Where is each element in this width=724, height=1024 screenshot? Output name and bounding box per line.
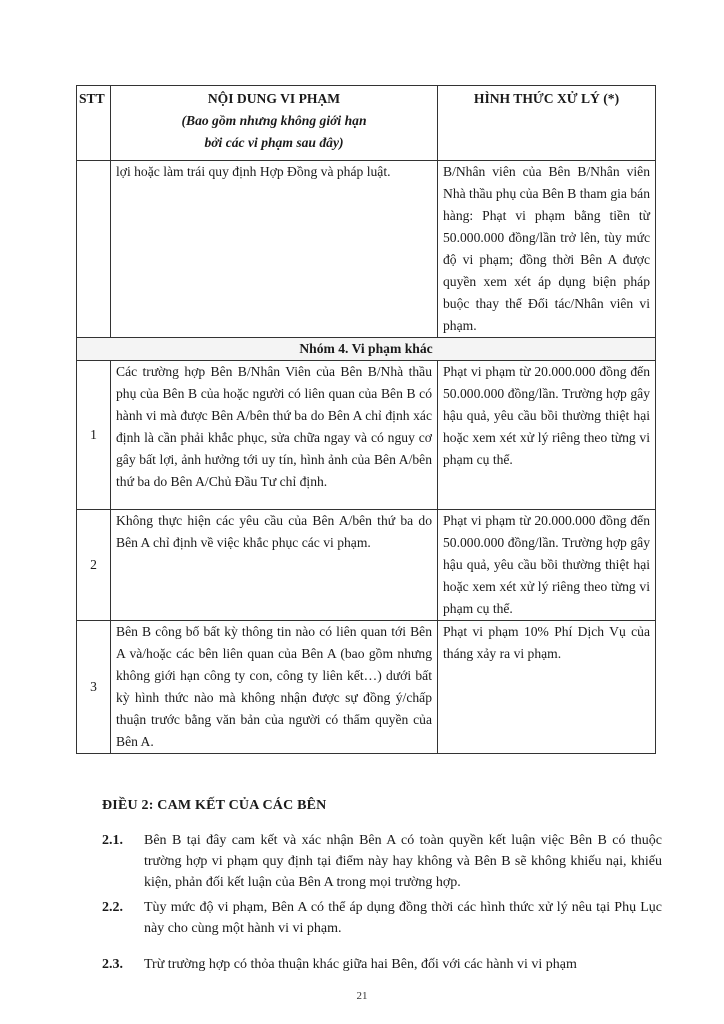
header-content-subtitle-1: (Bao gồm nhưng không giới hạn — [181, 113, 367, 128]
clause-number: 2.2. — [102, 900, 123, 915]
cell-content: Không thực hiện các yêu cầu của Bên A/bên thứ ba do Bên A chỉ định về việc khắc phục các vi phạm. — [111, 510, 438, 621]
clause-number: 2.3. — [102, 957, 123, 972]
cell-stt: 3 — [77, 621, 111, 754]
group-header-row — [77, 338, 656, 361]
table-header-row — [77, 86, 656, 161]
clause-text: Tùy mức độ vi phạm, Bên A có thể áp dụng đồng thời các hình thức xử lý nêu tại Phụ Lục này cho cùng một hành vi vi phạm. — [144, 900, 662, 936]
table-row — [77, 361, 656, 510]
clause-text: Bên B tại đây cam kết và xác nhận Bên A có toàn quyền kết luận việc Bên B có thuộc trường hợp vi phạm quy định tại điểm này hay không và Bên B sẽ không khiếu nại, khiếu kiện, phản đối kết luận của Bên A trong mọi trường hợp. — [144, 833, 662, 890]
clause-2-1 — [102, 830, 662, 893]
header-penalty: HÌNH THỨC XỬ LÝ (*) — [438, 86, 656, 161]
clause-2-3 — [102, 954, 662, 975]
page-number: 21 — [356, 990, 368, 1002]
header-content-subtitle-2: bởi các vi phạm sau đây) — [204, 135, 344, 150]
cell-stt: 2 — [77, 510, 111, 621]
cell-stt-empty — [77, 161, 111, 338]
clause-2-2 — [102, 897, 662, 939]
cell-penalty: Phạt vi phạm 10% Phí Dịch Vụ của tháng xảy ra vi phạm. — [438, 621, 656, 754]
table-row-continuation — [77, 161, 656, 338]
cell-content: Các trường hợp Bên B/Nhân Viên của Bên B/Nhà thầu phụ của Bên B của hoặc người có liên quan của Bên B có hành vi mà được Bên A/bên thứ ba do Bên A chỉ định xác định là cần phải khắc phục, sửa chữa ngay và có nguy cơ gây bất lợi, ảnh hưởng tới uy tín, hình ảnh của Bên A/bên thứ ba do Bên A/Chủ Đầu Tư chỉ định. — [111, 361, 438, 510]
table-row — [77, 510, 656, 621]
article-title: ĐIỀU 2: CAM KẾT CỦA CÁC BÊN — [102, 798, 327, 813]
cell-stt: 1 — [77, 361, 111, 510]
group-title: Nhóm 4. Vi phạm khác — [77, 338, 656, 361]
table-row — [77, 621, 656, 754]
cell-penalty: Phạt vi phạm từ 20.000.000 đồng đến 50.000.000 đồng/lần. Trường hợp gây hậu quả, yêu cầu bồi thường thiệt hại hoặc xem xét xử lý riêng theo từng vi phạm cụ thể. — [438, 510, 656, 621]
violation-table — [76, 85, 656, 754]
clause-number: 2.1. — [102, 833, 123, 848]
header-content-title: NỘI DUNG VI PHẠM — [207, 91, 341, 106]
cell-content: Bên B công bố bất kỳ thông tin nào có liên quan tới Bên A và/hoặc các bên liên quan của Bên A (bao gồm nhưng không giới hạn công ty con, công ty liên kết…) dưới bất kỳ hình thức nào mà không nhận được sự đồng ý/chấp thuận trước bằng văn bản của người có thẩm quyền của Bên A. — [111, 621, 438, 754]
cell-content: lợi hoặc làm trái quy định Hợp Đồng và pháp luật. — [111, 161, 438, 338]
header-stt: STT — [77, 86, 111, 161]
header-content — [111, 86, 438, 161]
cell-penalty: B/Nhân viên của Bên B/Nhân viên Nhà thầu phụ của Bên B tham gia bán hàng: Phạt vi phạm bằng tiền từ 50.000.000 đồng/lần trở lên, tùy mức độ vi phạm; đồng thời Bên A được quyền xem xét áp dụng biện pháp buộc thay thế Đối tác/Nhân viên vi phạm. — [438, 161, 656, 338]
cell-penalty: Phạt vi phạm từ 20.000.000 đồng đến 50.000.000 đồng/lần. Trường hợp gây hậu quả, yêu cầu bồi thường thiệt hại hoặc xem xét xử lý riêng theo từng vi phạm cụ thể. — [438, 361, 656, 510]
clause-text: Trừ trường hợp có thỏa thuận khác giữa hai Bên, đối với các hành vi vi phạm — [144, 957, 577, 972]
